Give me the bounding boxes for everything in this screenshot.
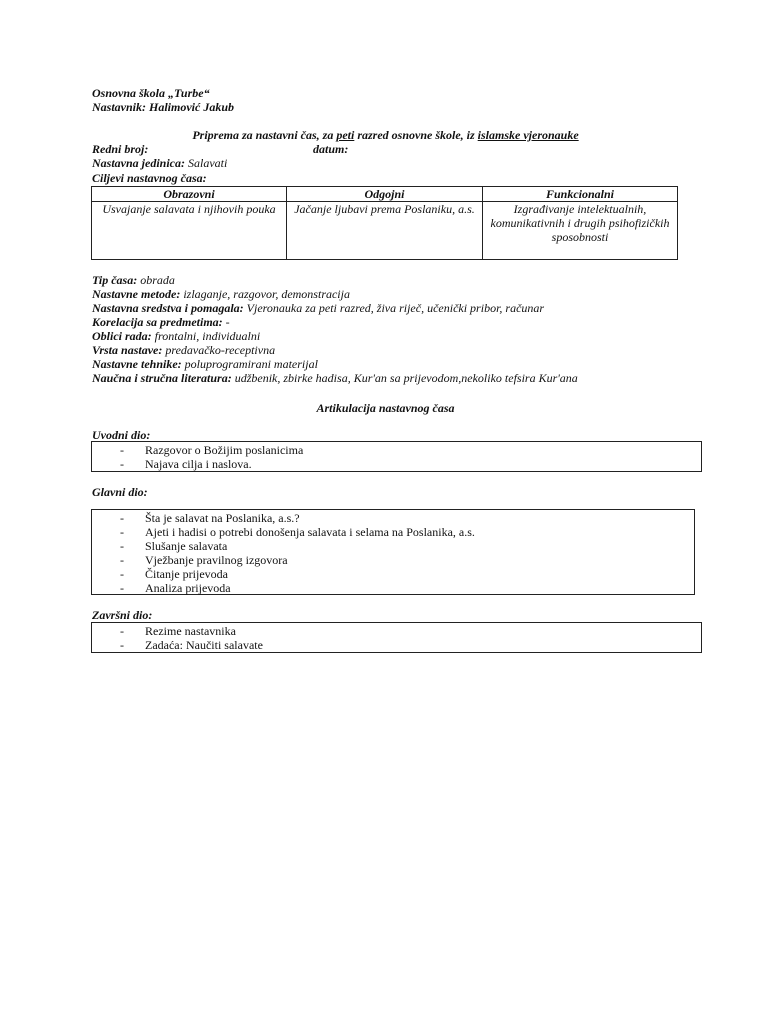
detail-label: Naučna i stručna literatura: — [92, 371, 232, 385]
detail-literatura — [92, 371, 578, 385]
list-item — [92, 457, 701, 471]
list-item — [92, 567, 694, 581]
detail-tehnike — [92, 357, 318, 371]
list-item — [92, 638, 701, 652]
item-text: Rezime nastavnika — [145, 624, 236, 638]
detail-value: frontalni, individualni — [151, 329, 261, 343]
list-item — [92, 581, 694, 595]
dash: - — [120, 567, 124, 581]
list-item — [92, 511, 694, 525]
jedinica-value: Salavati — [185, 156, 228, 170]
uvodni-box — [91, 441, 702, 472]
list-item — [92, 624, 701, 638]
item-text: Analiza prijevoda — [145, 581, 231, 595]
detail-vrsta-nastave — [92, 343, 275, 357]
ciljevi-label: Ciljevi nastavnog časa: — [92, 171, 207, 185]
zavrsni-box — [91, 622, 702, 653]
goals-table — [91, 186, 678, 260]
detail-tip-casa — [92, 273, 175, 287]
detail-label: Nastavna sredstva i pomagala: — [92, 301, 244, 315]
dash: - — [120, 624, 124, 638]
detail-sredstva — [92, 301, 544, 315]
detail-label: Tip časa: — [92, 273, 138, 287]
detail-value: - — [222, 315, 230, 329]
goals-header-row — [92, 187, 678, 202]
detail-metode — [92, 287, 350, 301]
item-text: Zadaća: Naučiti salavate — [145, 638, 263, 652]
list-item — [92, 553, 694, 567]
glavni-box — [91, 509, 695, 595]
datum-label: datum: — [313, 142, 349, 156]
school-name: Osnovna škola „Turbe“ — [92, 86, 210, 100]
title-grade: peti — [336, 128, 355, 142]
glavni-label: Glavni dio: — [92, 485, 148, 499]
uvodni-list — [92, 443, 701, 471]
dash: - — [120, 581, 124, 595]
articulation-title: Artikulacija nastavnog časa — [316, 401, 455, 415]
dash: - — [120, 525, 124, 539]
detail-oblici-rada — [92, 329, 260, 343]
uvodni-label: Uvodni dio: — [92, 428, 151, 442]
nastavna-jedinica — [92, 156, 227, 170]
detail-value: poluprogramirani materijal — [181, 357, 318, 371]
list-item — [92, 525, 694, 539]
detail-label: Nastavne tehnike: — [92, 357, 182, 371]
cell-odgojni: Jačanje ljubavi prema Poslaniku, a.s. — [287, 202, 483, 260]
cell-funkcionalni: Izgrađivanje intelektualnih, komunikativnih i drugih psihofizičkih sposobnosti — [483, 202, 678, 260]
detail-label: Vrsta nastave: — [92, 343, 163, 357]
detail-label: Korelacija sa predmetima: — [92, 315, 223, 329]
item-text: Čitanje prijevoda — [145, 567, 228, 581]
item-text: Slušanje salavata — [145, 539, 228, 553]
item-text: Šta je salavat na Poslanika, a.s.? — [145, 511, 300, 525]
detail-value: predavačko-receptivna — [162, 343, 276, 357]
item-text: Ajeti i hadisi o potrebi donošenja salavata i selama na Poslanika, a.s. — [145, 525, 475, 539]
title-part2: razred osnovne škole, iz — [354, 128, 478, 142]
header-odgojni: Odgojni — [287, 187, 483, 202]
header-funkcionalni: Funkcionalni — [483, 187, 678, 202]
dash: - — [120, 457, 124, 471]
zavrsni-list — [92, 624, 701, 652]
redni-broj-label: Redni broj: — [92, 142, 149, 156]
dash: - — [120, 539, 124, 553]
goals-row — [92, 202, 678, 260]
item-text: Najava cilja i naslova. — [145, 457, 252, 471]
detail-value: obrada — [137, 273, 175, 287]
list-item — [92, 443, 701, 457]
dash: - — [120, 553, 124, 567]
dash: - — [120, 511, 124, 525]
detail-value: udžbenik, zbirke hadisa, Kur'an sa prijevodom,nekoliko tefsira Kur'ana — [231, 371, 578, 385]
jedinica-label: Nastavna jedinica: — [92, 156, 185, 170]
item-text: Razgovor o Božijim poslanicima — [145, 443, 304, 457]
teacher-name: Nastavnik: Halimović Jakub — [92, 100, 234, 114]
glavni-list — [92, 511, 694, 595]
detail-label: Oblici rada: — [92, 329, 152, 343]
dash: - — [120, 443, 124, 457]
title-part1: Priprema za nastavni čas, za — [192, 128, 337, 142]
item-text: Vježbanje pravilnog izgovora — [145, 553, 288, 567]
list-item — [92, 539, 694, 553]
cell-obrazovni: Usvajanje salavata i njihovih pouka — [92, 202, 287, 260]
title-subject: islamske vjeronauke — [477, 128, 579, 142]
document-title — [92, 128, 679, 143]
detail-value: izlaganje, razgovor, demonstracija — [180, 287, 350, 301]
zavrsni-label: Završni dio: — [92, 608, 153, 622]
header-obrazovni: Obrazovni — [92, 187, 287, 202]
detail-korelacija — [92, 315, 230, 329]
detail-value: Vjeronauka za peti razred, živa riječ, učenički pribor, računar — [243, 301, 545, 315]
detail-label: Nastavne metode: — [92, 287, 181, 301]
dash: - — [120, 638, 124, 652]
